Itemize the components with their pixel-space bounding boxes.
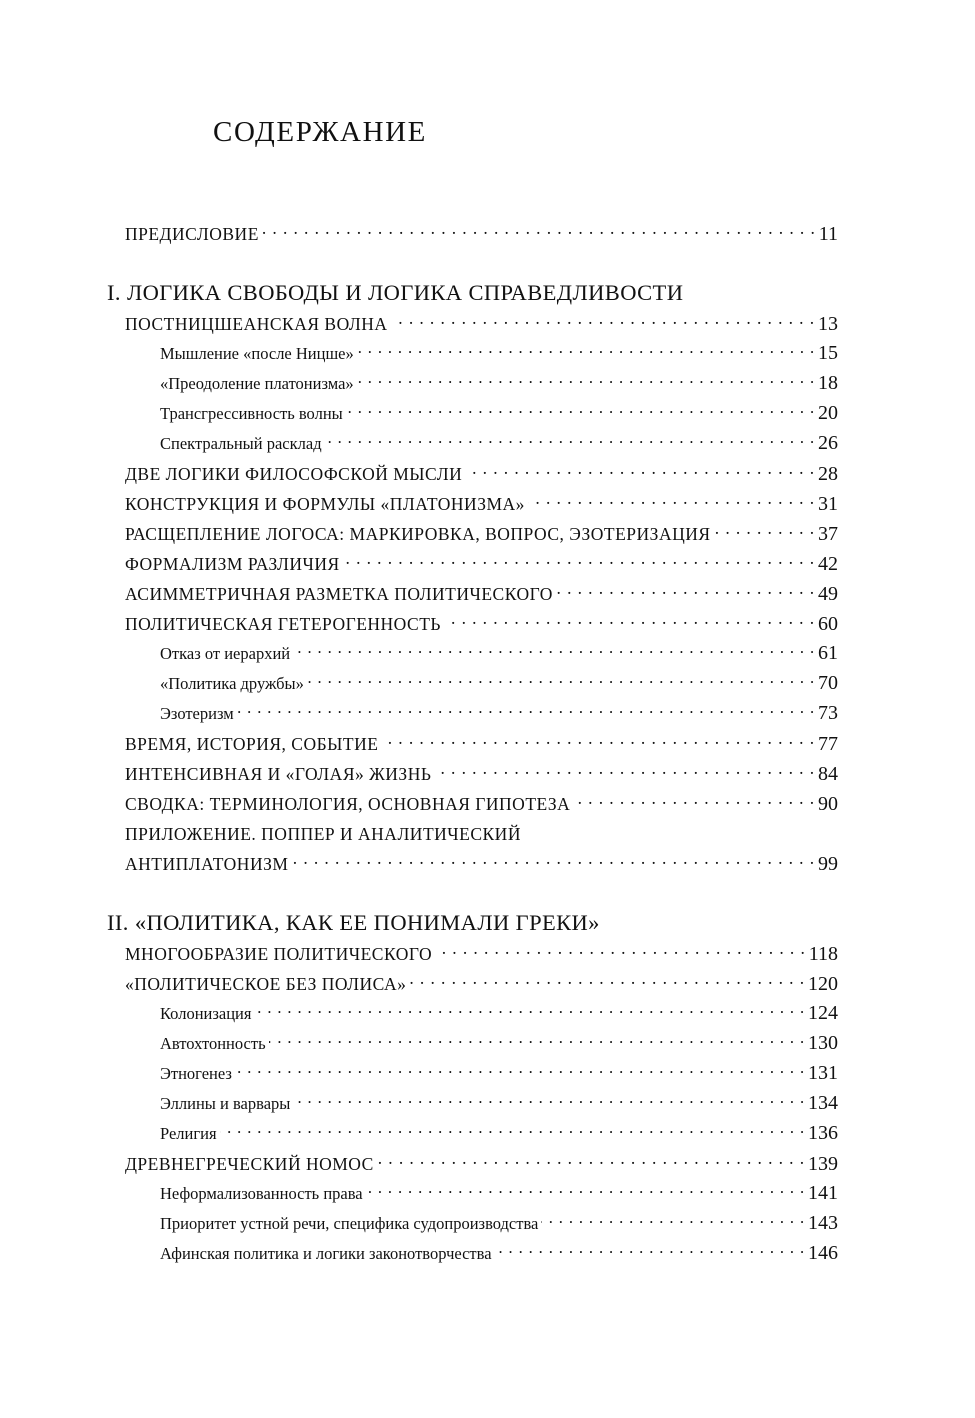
- toc-entry[interactable]: [125, 792, 838, 822]
- toc-entry-label: Неформализованность права: [160, 1184, 363, 1203]
- toc-entry[interactable]: [125, 462, 838, 492]
- toc-entry[interactable]: [125, 852, 838, 882]
- toc-entry-label: Эзотеризм: [160, 704, 234, 723]
- leader-dots: [346, 403, 815, 420]
- part-heading-2: II. «ПОЛИТИКА, КАК ЕЕ ПОНИМАЛИ ГРЕКИ»: [107, 910, 600, 935]
- leader-dots: [357, 373, 815, 390]
- leader-dots: [235, 1063, 805, 1080]
- toc-entry-label: «ПОЛИТИЧЕСКОЕ БЕЗ ПОЛИСА»: [125, 973, 407, 994]
- toc-entry-label: Спектральный расклад: [160, 434, 322, 453]
- toc-page-number: 42: [818, 552, 838, 575]
- toc-entry[interactable]: [125, 942, 838, 972]
- leader-dots: [220, 1123, 805, 1140]
- leader-dots: [291, 852, 815, 870]
- toc-page-number: 26: [818, 432, 838, 454]
- toc-entry-label: «Политика дружбы»: [160, 674, 304, 693]
- leader-dots: [377, 1152, 805, 1170]
- leader-dots: [409, 972, 805, 990]
- toc-entry-preface[interactable]: [125, 222, 838, 252]
- leader-dots: [366, 1183, 805, 1200]
- leader-dots: [262, 222, 816, 240]
- toc-subentry[interactable]: [160, 1092, 838, 1122]
- toc-entry-label: РАСЩЕПЛЕНИЕ ЛОГОСА: МАРКИРОВКА, ВОПРОС, ЭЗОТЕРИЗАЦИЯ: [125, 523, 711, 544]
- toc-subentry[interactable]: [160, 672, 838, 702]
- toc-entry-label: АНТИПЛАТОНИЗМ: [125, 853, 289, 874]
- toc-entry[interactable]: [125, 552, 838, 582]
- leader-dots: [556, 582, 815, 600]
- toc-subentry[interactable]: [160, 1122, 838, 1152]
- toc-subentry[interactable]: [160, 1032, 838, 1062]
- toc-entry[interactable]: [125, 762, 838, 792]
- toc-page-number: 60: [818, 612, 838, 635]
- toc-entry-label-line1: ПРИЛОЖЕНИЕ. ПОППЕР И АНАЛИТИЧЕСКИЙ: [125, 824, 521, 844]
- toc-subentry[interactable]: [160, 1062, 838, 1092]
- toc-page-number: 146: [808, 1242, 838, 1264]
- toc-entry[interactable]: [125, 1152, 838, 1182]
- toc-page-number: 61: [818, 642, 838, 664]
- toc-entry[interactable]: [125, 522, 838, 552]
- toc-page-number: 136: [808, 1122, 838, 1144]
- toc-entry-label: Этногенез: [160, 1064, 232, 1083]
- toc-subentry[interactable]: [160, 402, 838, 432]
- toc-entry-label: ДВЕ ЛОГИКИ ФИЛОСОФСКОЙ МЫСЛИ: [125, 463, 463, 484]
- toc-page-number: 11: [818, 222, 838, 245]
- toc-entry-label: Эллины и варвары: [160, 1094, 291, 1113]
- toc-page-number: 28: [818, 462, 838, 485]
- leader-dots: [391, 312, 816, 330]
- leader-dots: [573, 792, 815, 810]
- toc-page-number: 131: [808, 1062, 838, 1084]
- toc-page-number: 84: [818, 762, 838, 785]
- toc-subentry[interactable]: [160, 702, 838, 732]
- toc-page-number: 77: [818, 732, 838, 755]
- toc-page-number: 139: [808, 1152, 838, 1175]
- leader-dots: [325, 433, 815, 450]
- toc-entry-label: Религия: [160, 1124, 217, 1143]
- toc-page-number: 49: [818, 582, 838, 605]
- toc-page-number: 118: [808, 942, 838, 965]
- toc-subentry[interactable]: [160, 1002, 838, 1032]
- toc-entry-label: ВРЕМЯ, ИСТОРИЯ, СОБЫТИЕ: [125, 733, 379, 754]
- toc-entry[interactable]: [125, 312, 838, 342]
- toc-page-number: 134: [808, 1092, 838, 1114]
- toc-entry[interactable]: [125, 492, 838, 522]
- toc-subentry[interactable]: [160, 342, 838, 372]
- toc-page-number: 124: [808, 1002, 838, 1024]
- toc-entry-label: СВОДКА: ТЕРМИНОЛОГИЯ, ОСНОВНАЯ ГИПОТЕЗА: [125, 793, 571, 814]
- leader-dots: [357, 343, 815, 360]
- leader-dots: [435, 942, 806, 960]
- toc-entry-label: Автохтонность: [160, 1034, 266, 1053]
- toc-subentry[interactable]: [160, 1212, 838, 1242]
- toc-subentry[interactable]: [160, 1182, 838, 1212]
- leader-dots: [465, 462, 815, 480]
- leader-dots: [714, 522, 815, 540]
- leader-dots: [293, 1093, 805, 1110]
- leader-dots: [495, 1243, 805, 1260]
- toc-entry-label: ФОРМАЛИЗМ РАЗЛИЧИЯ: [125, 553, 340, 574]
- toc-entry[interactable]: [125, 732, 838, 762]
- leader-dots: [528, 492, 815, 510]
- toc-subentry[interactable]: [160, 642, 838, 672]
- leader-dots: [381, 732, 815, 750]
- toc-page-number: 20: [818, 402, 838, 424]
- leader-dots: [307, 673, 815, 690]
- toc-subentry[interactable]: [160, 432, 838, 462]
- toc-entry-label: Колонизация: [160, 1004, 252, 1023]
- toc-entry-label: КОНСТРУКЦИЯ И ФОРМУЛЫ «ПЛАТОНИЗМА»: [125, 493, 525, 514]
- toc-entry-label: Афинская политика и логики законотворчества: [160, 1244, 492, 1263]
- toc-page-number: 120: [808, 972, 838, 995]
- toc-entry[interactable]: [125, 582, 838, 612]
- leader-dots: [541, 1213, 805, 1230]
- toc-page-number: 31: [818, 492, 838, 515]
- toc-subentry[interactable]: [160, 372, 838, 402]
- leader-dots: [293, 643, 815, 660]
- toc-page-number: 143: [808, 1212, 838, 1234]
- toc-entry-label: АСИММЕТРИЧНАЯ РАЗМЕТКА ПОЛИТИЧЕСКОГО: [125, 583, 553, 604]
- toc-page-number: 18: [818, 372, 838, 394]
- toc-entry-label: ПОСТНИЦШЕАНСКАЯ ВОЛНА: [125, 313, 388, 334]
- toc-entry-label: Мышление «после Ницше»: [160, 344, 354, 363]
- toc-page-number: 70: [818, 672, 838, 694]
- toc-page-number: 130: [808, 1032, 838, 1054]
- toc-page-number: 90: [818, 792, 838, 815]
- page-title: СОДЕРЖАНИЕ: [213, 116, 427, 148]
- toc-entry[interactable]: [125, 972, 838, 1002]
- toc-entry[interactable]: [125, 612, 838, 642]
- toc-entry-label: МНОГООБРАЗИЕ ПОЛИТИЧЕСКОГО: [125, 943, 433, 964]
- toc-page-number: 141: [808, 1182, 838, 1204]
- leader-dots: [254, 1003, 805, 1020]
- leader-dots: [434, 762, 815, 780]
- toc-page-number: 73: [818, 702, 838, 724]
- toc-entry-label: Приоритет устной речи, специфика судопроизводства: [160, 1214, 539, 1233]
- leader-dots: [343, 552, 815, 570]
- toc-entry-label: Трансгрессивность волны: [160, 404, 343, 423]
- toc-page-number: 13: [818, 312, 838, 335]
- toc-page-number: 15: [818, 342, 838, 364]
- toc-entry-label: ДРЕВНЕГРЕЧЕСКИЙ НОМОС: [125, 1153, 374, 1174]
- leader-dots: [444, 612, 815, 630]
- toc-entry-label: ПРЕДИСЛОВИЕ: [125, 223, 259, 244]
- toc-subentry[interactable]: [160, 1242, 838, 1272]
- toc-page-number: 99: [818, 852, 838, 875]
- toc-entry-label: ИНТЕНСИВНАЯ И «ГОЛАЯ» ЖИЗНЬ: [125, 763, 432, 784]
- leader-dots: [237, 703, 815, 720]
- leader-dots: [269, 1033, 805, 1050]
- part-heading-1: I. ЛОГИКА СВОБОДЫ И ЛОГИКА СПРАВЕДЛИВОСТИ: [107, 280, 684, 305]
- toc-page-number: 37: [818, 522, 838, 545]
- toc-entry-label: «Преодоление платонизма»: [160, 374, 354, 393]
- toc-entry-label: ПОЛИТИЧЕСКАЯ ГЕТЕРОГЕННОСТЬ: [125, 613, 441, 634]
- toc-entry-label: Отказ от иерархий: [160, 644, 291, 663]
